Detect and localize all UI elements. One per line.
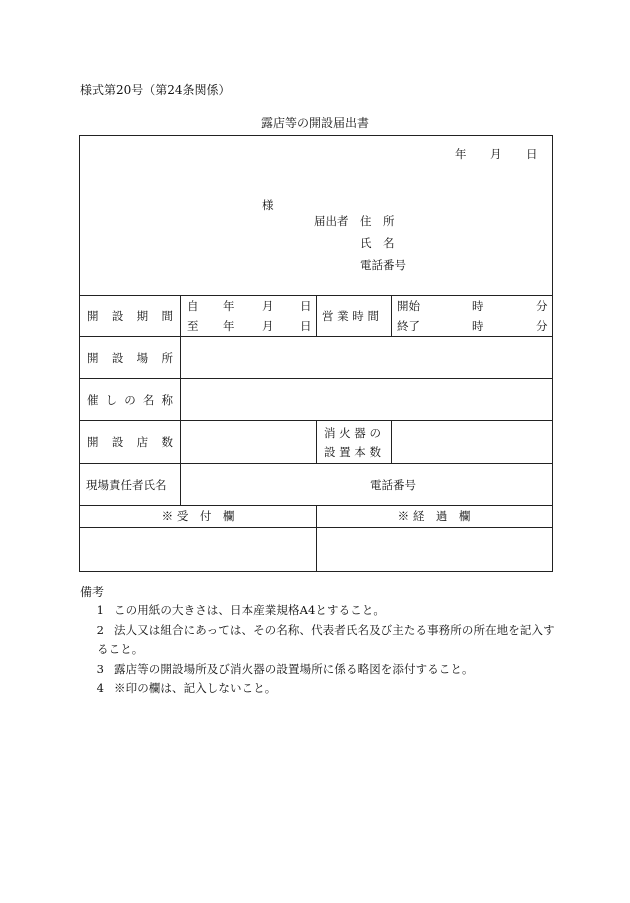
- period-label: 開 設 期 間: [87, 309, 173, 323]
- remark-text: この用紙の大きさは、日本産業規格A4とすること。: [114, 603, 386, 617]
- remark-item: [80, 621, 558, 641]
- notification-form-table: [79, 135, 553, 572]
- location-label: 開 設 場 所: [87, 351, 173, 365]
- reception-column-heading: ※ 受 付 欄: [161, 509, 235, 523]
- remark-number: 2: [96, 622, 104, 637]
- period-to-year: 年: [223, 319, 235, 333]
- rule: [80, 463, 552, 464]
- hours-end-minute: 分: [536, 319, 548, 333]
- remark-number: 3: [96, 661, 104, 676]
- rule: [391, 295, 392, 336]
- notifier-phone-label: 電話番号: [360, 258, 406, 272]
- remark-item: [80, 601, 558, 621]
- period-from-month: 月: [262, 299, 274, 313]
- remark-text: 露店等の開設場所及び消火器の設置場所に係る略図を添付すること。: [114, 661, 474, 676]
- form-title: 露店等の開設届出書: [260, 116, 369, 130]
- stall-count-label: 開 設 店 数: [87, 435, 173, 449]
- period-to-month: 月: [262, 319, 274, 333]
- remark-item: [80, 679, 558, 699]
- addressee-suffix: 様: [262, 198, 274, 212]
- rule: [180, 295, 181, 505]
- rule: [316, 295, 317, 336]
- progress-column-heading: ※ 経 過 欄: [397, 509, 471, 523]
- rule: [80, 336, 552, 337]
- manager-name-label: 現場責任者氏名: [86, 478, 167, 492]
- remarks-heading: 備考: [80, 585, 105, 599]
- remark-number: 1: [96, 603, 104, 617]
- remark-item: [80, 660, 558, 680]
- date-month: 月: [490, 147, 502, 161]
- hours-end-label: 終了: [397, 319, 420, 333]
- extinguisher-count-label-line2: 設 置 本 数: [324, 445, 381, 459]
- remarks-list: [80, 601, 558, 699]
- hours-start-hour: 時: [472, 299, 484, 313]
- rule: [391, 420, 392, 463]
- business-hours-label: 営 業 時 間: [322, 309, 379, 323]
- event-name-label: 催 し の 名 称: [87, 393, 173, 407]
- period-from-day: 日: [300, 299, 312, 313]
- notifier-name-label: 氏 名: [360, 236, 395, 250]
- remark-item-continuation: [80, 640, 558, 660]
- period-to-marker: 至: [187, 319, 199, 333]
- period-from-marker: 自: [187, 299, 199, 313]
- remark-text: 法人又は組合にあっては、その名称、代表者氏名及び主たる事務所の所在地を記入す: [114, 622, 555, 637]
- rule: [316, 420, 317, 463]
- date-year: 年: [455, 147, 467, 161]
- form-number: 様式第20号（第24条関係）: [80, 83, 231, 97]
- period-to-day: 日: [300, 319, 312, 333]
- period-from-year: 年: [223, 299, 235, 313]
- hours-end-hour: 時: [472, 319, 484, 333]
- notifier-address-label: 住 所: [360, 214, 395, 228]
- manager-phone-label: 電話番号: [370, 478, 416, 492]
- hours-start-minute: 分: [536, 299, 548, 313]
- hours-start-label: 開始: [397, 299, 420, 313]
- remark-text: ※印の欄は、記入しないこと。: [114, 681, 277, 695]
- remark-number: 4: [96, 681, 104, 695]
- extinguisher-count-label-line1: 消 火 器 の: [324, 426, 381, 440]
- remark-text-continuation: ること。: [97, 642, 144, 656]
- date-day: 日: [526, 147, 538, 161]
- rule: [80, 378, 552, 379]
- notifier-label: 届出者: [314, 214, 349, 228]
